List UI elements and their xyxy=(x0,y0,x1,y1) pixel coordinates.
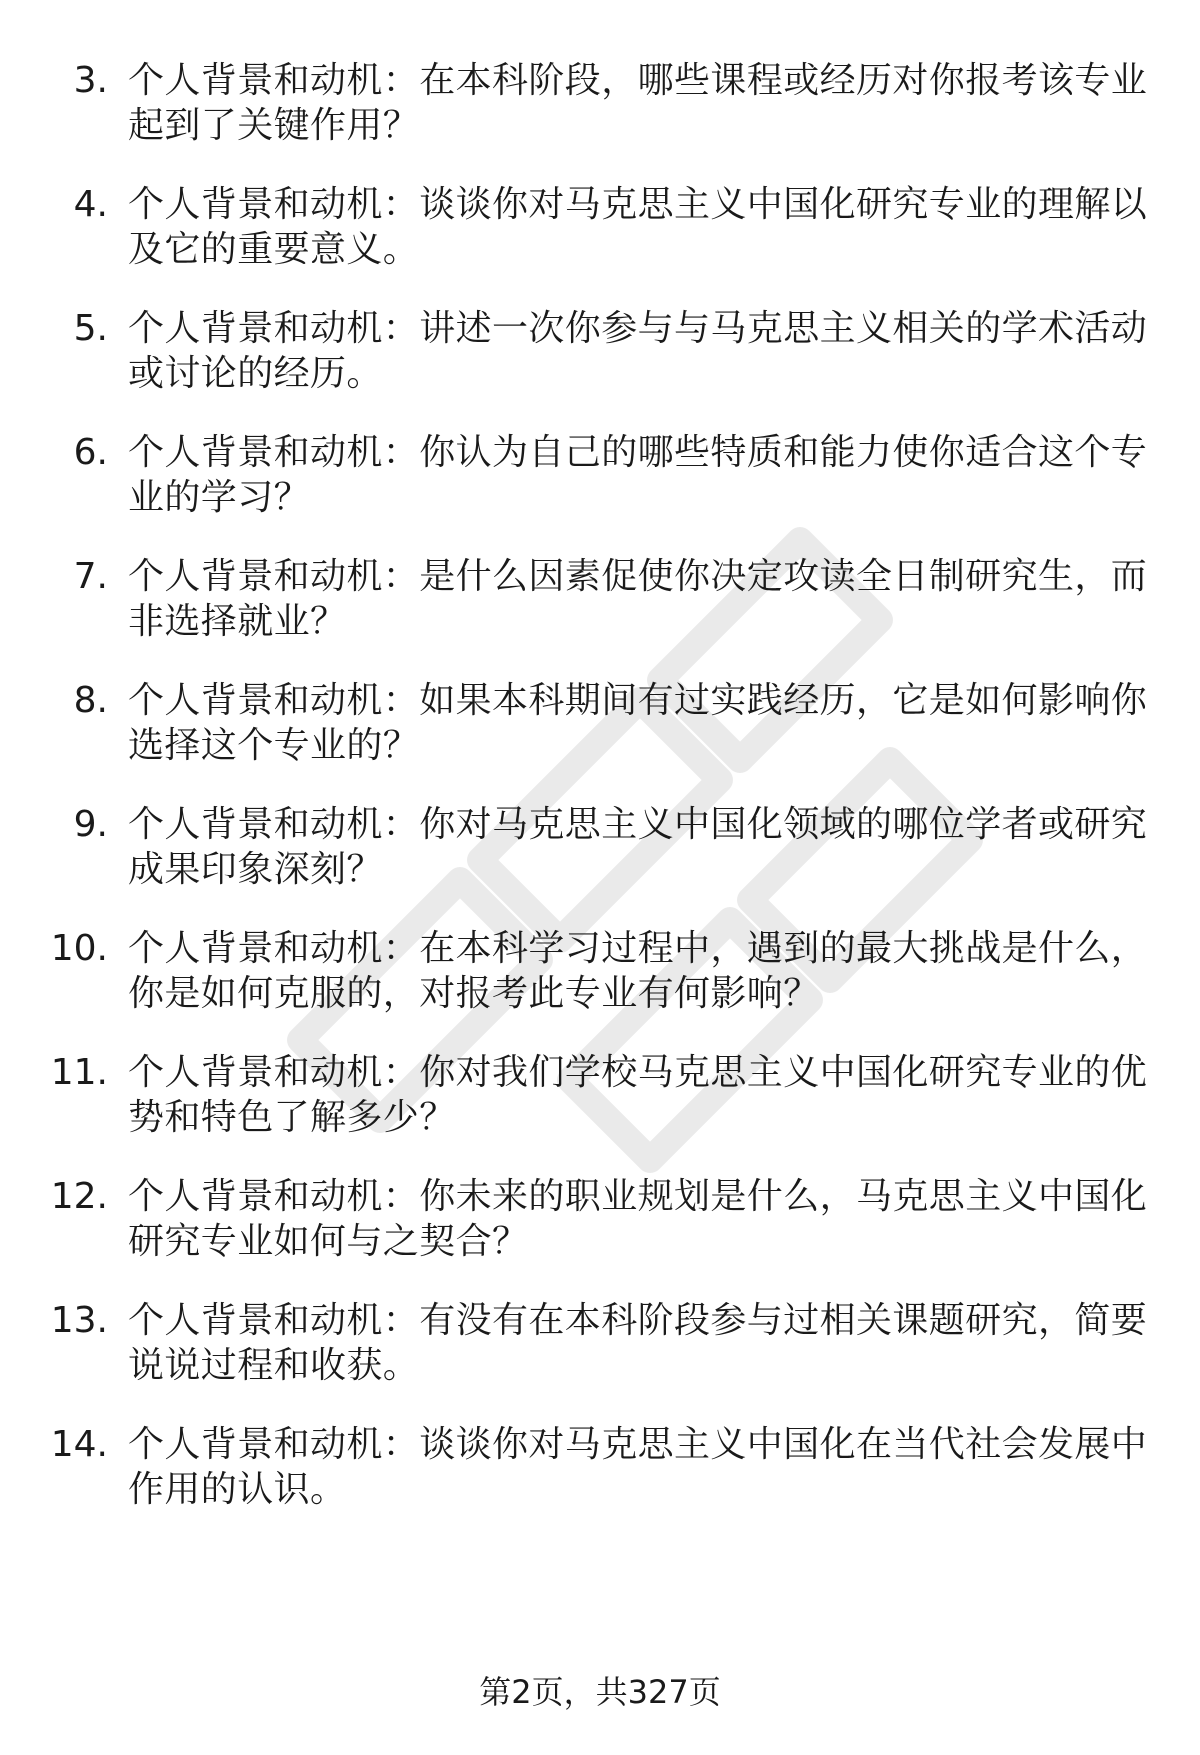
item-text: 个人背景和动机：你认为自己的哪些特质和能力使你适合这个专业的学习？ xyxy=(128,432,1148,518)
item-text: 个人背景和动机：你未来的职业规划是什么，马克思主义中国化研究专业如何与之契合？ xyxy=(128,1176,1148,1262)
list-item xyxy=(0,546,1200,670)
list-item xyxy=(0,50,1200,174)
item-number: 12. xyxy=(50,1176,108,1217)
item-text: 个人背景和动机：在本科阶段，哪些课程或经历对你报考该专业起到了关键作用？ xyxy=(128,60,1148,146)
item-number: 14. xyxy=(50,1424,108,1465)
list-item xyxy=(0,918,1200,1042)
item-text: 个人背景和动机：你对马克思主义中国化领域的哪位学者或研究成果印象深刻？ xyxy=(128,804,1148,890)
item-text: 个人背景和动机：谈谈你对马克思主义中国化研究专业的理解以及它的重要意义。 xyxy=(128,184,1148,270)
item-number: 6. xyxy=(73,432,108,473)
item-number: 9. xyxy=(73,804,108,845)
item-text: 个人背景和动机：你对我们学校马克思主义中国化研究专业的优势和特色了解多少？ xyxy=(128,1052,1148,1138)
item-text: 个人背景和动机：在本科学习过程中，遇到的最大挑战是什么，你是如何克服的，对报考此专业有何影响？ xyxy=(128,928,1148,1014)
list-item xyxy=(0,1042,1200,1166)
item-text: 个人背景和动机：谈谈你对马克思主义中国化在当代社会发展中作用的认识。 xyxy=(128,1424,1148,1510)
item-number: 3. xyxy=(73,60,108,101)
list-item xyxy=(0,1414,1200,1538)
list-item xyxy=(0,1166,1200,1290)
list-item xyxy=(0,422,1200,546)
item-number: 13. xyxy=(50,1300,108,1341)
item-text: 个人背景和动机：是什么因素促使你决定攻读全日制研究生，而非选择就业？ xyxy=(128,556,1148,642)
list-item xyxy=(0,794,1200,918)
question-list xyxy=(0,50,1200,1538)
item-number: 8. xyxy=(73,680,108,721)
item-number: 10. xyxy=(50,928,108,969)
item-number: 11. xyxy=(50,1052,108,1093)
item-text: 个人背景和动机：有没有在本科阶段参与过相关课题研究，简要说说过程和收获。 xyxy=(128,1300,1148,1386)
item-number: 4. xyxy=(73,184,108,225)
item-text: 个人背景和动机：如果本科期间有过实践经历，它是如何影响你选择这个专业的？ xyxy=(128,680,1148,766)
list-item xyxy=(0,1290,1200,1414)
item-number: 7. xyxy=(73,556,108,597)
page-number: 第2页，共327页 xyxy=(479,1673,721,1711)
item-number: 5. xyxy=(73,308,108,349)
list-item xyxy=(0,670,1200,794)
list-item xyxy=(0,298,1200,422)
list-item xyxy=(0,174,1200,298)
item-text: 个人背景和动机：讲述一次你参与与马克思主义相关的学术活动或讨论的经历。 xyxy=(128,308,1148,394)
